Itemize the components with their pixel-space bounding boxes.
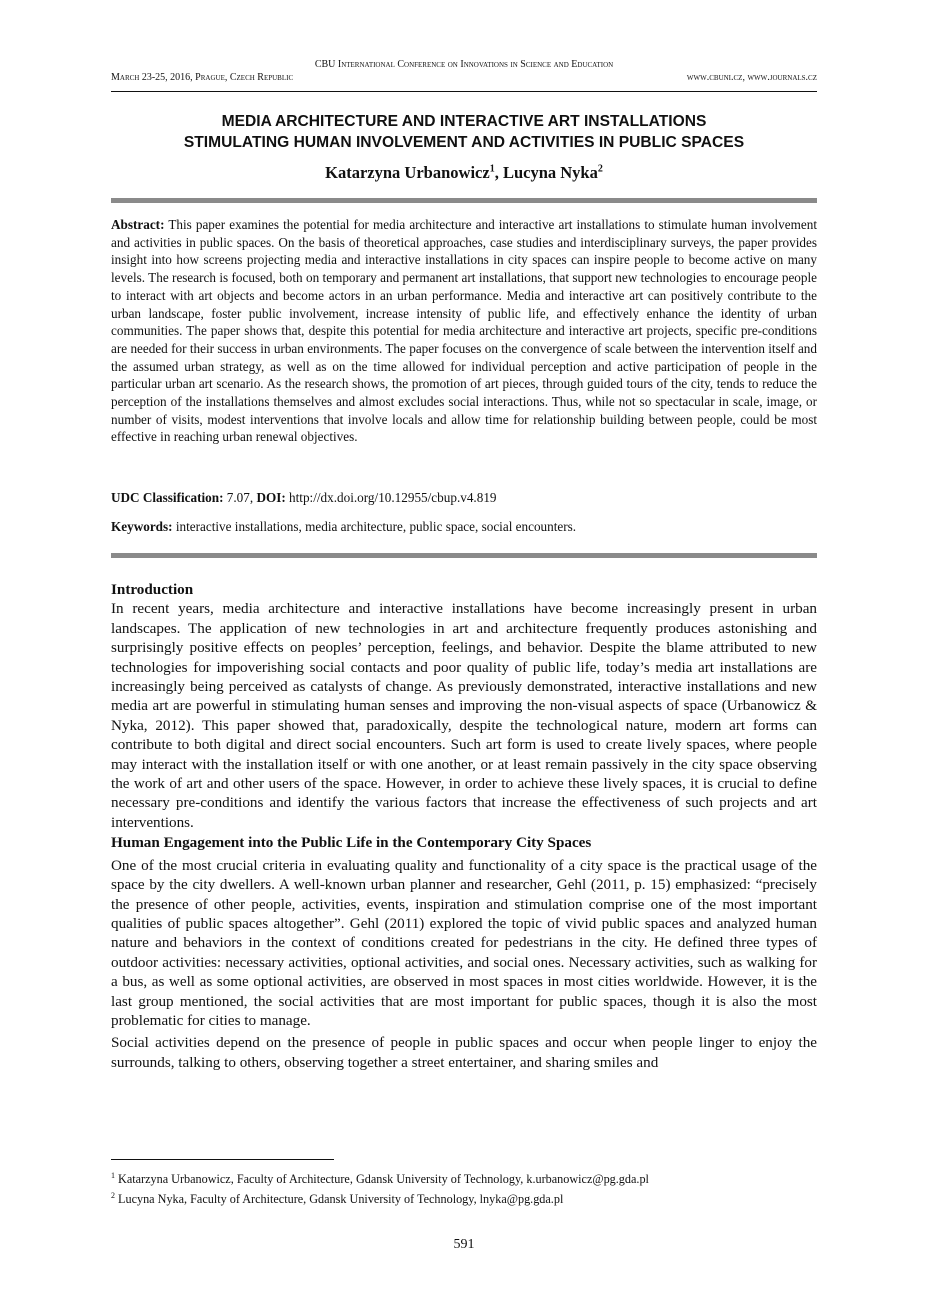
footnote-2-mark: 2: [111, 1190, 115, 1200]
classification-line: UDC Classification: 7.07, DOI: http://dx.doi.org/10.12955/cbup.v4.819: [111, 490, 497, 505]
footnotes: [111, 1168, 817, 1207]
author-1-footnote-mark: 1: [489, 163, 495, 175]
footnote-2: [111, 1188, 817, 1208]
keywords-text: interactive installations, media architecture, public space, social encounters.: [175, 519, 577, 534]
abstract-text: This paper examines the potential for media architecture and interactive art installations to stimulate human involvement and activities in public spaces. On the basis of theoretical approaches, case studies and interdisciplinary surveys, the paper provides insight into how screens projecting media and interactive installations in city spaces can inspire people to become active on many levels. The research is focused, both on temporary and permanent art installations, that support new technologies to encourage people to interact with art objects and become actors in an urban performance. Media and interactive art can positively contribute to the urban landscape, foster public involvement, increase intensity of public life, and effectively enhance the identity of urban communities. The paper shows that, despite this potential for media architecture and interactive art projects, specific pre-conditions are needed for their success in urban environments. The paper focuses on the convergence of scale between the intervention itself and the assumed urban strategy, as well as on the time allowed for individual perception and active participation of people in the particular urban art scenario. As the research shows, the promotion of art pieces, through guided tours of the city, tends to reduce the perception of the installations themselves and almost excludes social interactions. Thus, while not so spectacular in scale, image, or number of visits, modest interventions that involve locals and allow time for relationship building between people, could be most effective in reaching urban renewal objectives.: [111, 217, 817, 445]
conference-date-place: March 23-25, 2016, Prague, Czech Republic: [111, 72, 294, 83]
main-text: [111, 580, 817, 1072]
author-separator: ,: [494, 163, 503, 182]
introduction-heading: Introduction: [111, 581, 194, 598]
footnote-1-mark: 1: [111, 1171, 115, 1180]
author-list: [111, 163, 817, 183]
page-number: 591: [453, 1237, 475, 1252]
conference-name: CBU International Conference on Innovations in Science and Education: [314, 59, 614, 70]
footnote-1-text: Katarzyna Urbanowicz, Faculty of Architecture, Gdansk University of Technology, k.urbanowicz@pg.gda.pl: [118, 1172, 649, 1187]
abstract-bottom-divider: [111, 553, 817, 558]
footnote-divider: [111, 1159, 334, 1160]
doi-link[interactable]: http://dx.doi.org/10.12955/cbup.v4.819: [289, 490, 497, 505]
udc-value: 7.07: [226, 490, 250, 505]
udc-label: UDC Classification:: [111, 490, 224, 505]
author-2: Lucyna Nyka: [502, 163, 598, 182]
author-2-footnote-mark: 2: [597, 163, 603, 175]
conference-websites: www.cbuni.cz, www.journals.cz: [686, 72, 817, 83]
header-divider: [111, 91, 817, 92]
title-line-1: MEDIA ARCHITECTURE AND INTERACTIVE ART INSTALLATIONS: [221, 113, 707, 130]
social-activities-paragraph: Social activities depend on the presence of people in public spaces and occur when people linger to enjoy the surrounds, talking to others, observing together a street entertainer, and sharing smiles and: [111, 1034, 817, 1071]
footnote-2-text: Lucyna Nyka, Faculty of Architecture, Gdansk University of Technology, lnyka@pg.gda.pl: [118, 1191, 564, 1206]
running-head: [111, 58, 817, 84]
footnote-1: [111, 1168, 817, 1188]
paper-title: [111, 111, 817, 153]
engagement-heading: Human Engagement into the Public Life in the Contemporary City Spaces: [111, 834, 592, 852]
abstract: [111, 216, 817, 446]
author-1: Katarzyna Urbanowicz: [325, 163, 490, 182]
engagement-paragraph: One of the most crucial criteria in evaluating quality and functionality of a city space is the practical usage of the space by the city dwellers. A well-known urban planner and researcher, Gehl (2011, p. 15) emphasized: “precisely the presence of other people, activities, events, inspiration and stimulation comprise one of the most important qualities of public spaces altogether”. Gehl (2011) explored the topic of vivid public spaces and analyzed human nature and behaviors in the context of conditions created for pedestrians in the city. He defined three types of outdoor activities: necessary activities, optional activities, and social ones. Necessary activities, such as walking for a bus, as well as some optional activities, are observed in most spaces in most cities worldwide. However, it is the last group mentioned, the social activities that are most important for public spaces, though it is also the most problematic for cities to manage.: [111, 856, 817, 1029]
abstract-label: Abstract:: [111, 217, 165, 232]
keywords-line: [111, 518, 817, 536]
doi-label: DOI:: [256, 490, 286, 505]
introduction-paragraph: In recent years, media architecture and interactive installations have become increasingly present in urban landscapes. The application of new technologies in art and architecture frequently produces astonishing and surprisingly positive effects on peoples’ perception, feelings, and behavior. Despite the blame attributed to new technologies for impoverishing social contacts and poor quality of public life, today’s media art installations are increasingly being perceived as catalysts of change. As previously demonstrated, interactive installations and new media art are powerful in stimulating human senses and improving the non-visual aspects of space (Urbanowicz & Nyka, 2012). This paper showed that, paradoxically, despite the technological nature, modern art forms can contribute to both digital and direct social encounters. Such art form is used to create lively spaces, where people may interact with the installation itself or with one another, or at least remain passively in the city space observing the work of art and other users of the space. However, in order to achieve these lively spaces, it is crucial to define necessary pre-conditions and identify the various factors that increase the effectiveness of such projects and art interventions.: [111, 600, 817, 831]
abstract-top-divider: [111, 198, 817, 203]
title-line-2: STIMULATING HUMAN INVOLVEMENT AND ACTIVITIES IN PUBLIC SPACES: [183, 134, 745, 151]
keywords-label: Keywords:: [111, 519, 173, 534]
